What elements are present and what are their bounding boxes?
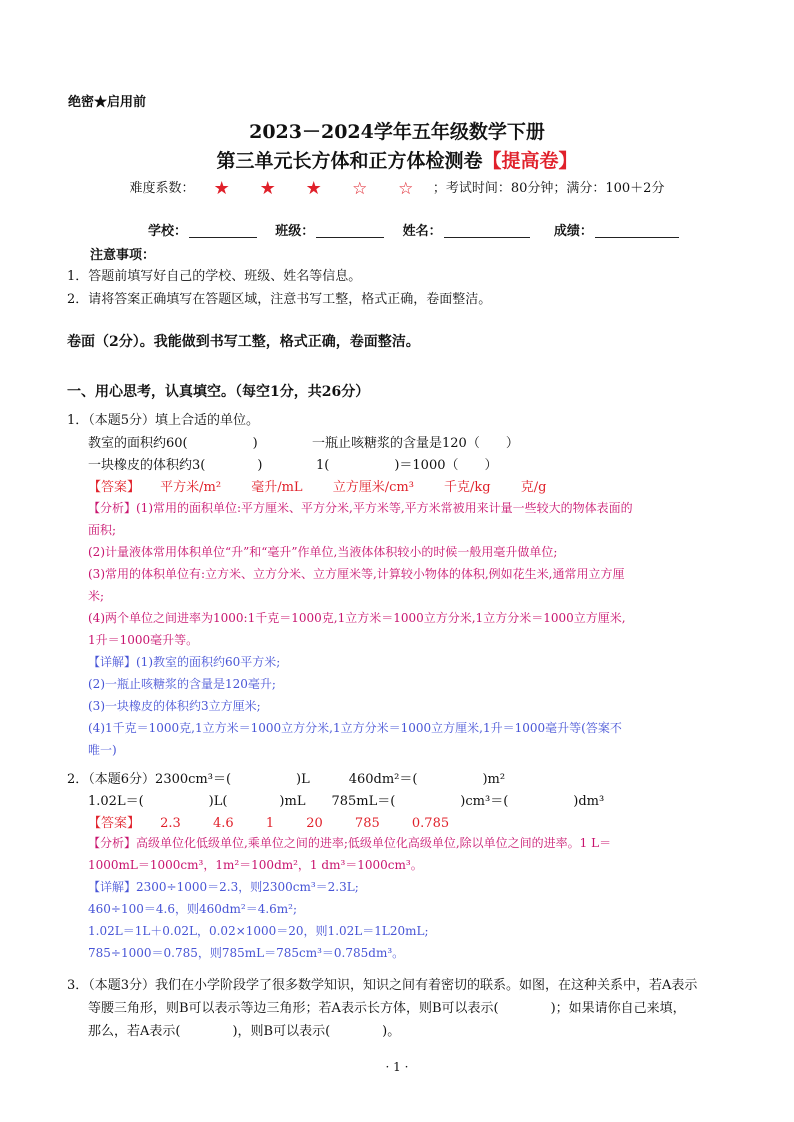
school-label: 学校： (148, 224, 188, 239)
answer-row (88, 476, 546, 495)
answer-value: 毫升/mL (251, 480, 303, 495)
section-title: 一、用心思考，认真填空。（每空1分，共26分） (67, 384, 370, 400)
analysis-line: 【分析】高级单位化低级单位,乘单位之间的进率;低级单位化高级单位,除以单位之间的进率。1 L＝ (88, 836, 612, 850)
detail-line: 【详解】(1)教室的面积约60平方米; (88, 655, 281, 669)
exam-info: ；考试时间：80分钟；满分：100＋2分 (432, 181, 665, 196)
star-filled-icon: ★ (213, 178, 230, 199)
answer-value: 1 (265, 816, 275, 831)
analysis-line: (4)两个单位之间进率为1000:1千克＝1000克,1立方米＝1000立方分米,1立方分米＝1000立方厘米, (88, 611, 626, 625)
score-field[interactable] (595, 223, 679, 238)
name-label: 姓名： (402, 224, 442, 239)
question-line: 一块橡皮的体积约3( ) (88, 458, 263, 473)
secret-mark: 绝密★启用前 (68, 95, 147, 110)
analysis-line: 1升＝1000毫升等。 (88, 633, 199, 647)
detail-line: (2)一瓶止咳糖浆的含量是120毫升; (88, 677, 276, 691)
answer-value: 立方厘米/cm³ (332, 480, 414, 495)
answer-value: 20 (306, 816, 323, 831)
analysis-line: 1000mL＝1000cm³，1m²＝100dm²，1 dm³＝1000cm³。 (88, 858, 423, 872)
notice-title: 注意事项： (90, 248, 156, 263)
star-filled-icon: ★ (259, 178, 276, 199)
exam-title-line2 (0, 146, 794, 173)
class-field[interactable] (316, 223, 384, 238)
detail-line: (4)1千克＝1000克,1立方米＝1000立方分米,1立方分米＝1000立方厘米,1升＝1000毫升等(答案不 (88, 721, 622, 735)
detail-line: 1.02L＝1L＋0.02L，0.02×1000＝20，则1.02L＝1L20mL; (88, 924, 429, 938)
analysis-line: (3)常用的体积单位有:立方米、立方分米、立方厘米等,计算较小物体的体积,例如花生米,通常用立方厘 (88, 567, 625, 581)
question-line: 2．（本题6分）2300cm³＝( )L 460dm²＝( )m² (67, 772, 506, 787)
notice-item: 1．答题前填写好自己的学校、班级、姓名等信息。 (67, 269, 362, 284)
question-line: 3．（本题3分）我们在小学阶段学了很多数学知识，知识之间有着密切的联系。如图，在这种关系中，若A表示 (67, 978, 698, 993)
analysis-line: (2)计量液体常用体积单位“升”和“毫升”作单位,当液体体积较小的时候一般用毫升做单位; (88, 545, 558, 559)
analysis-line: 面积; (88, 523, 117, 537)
star-empty-icon: ☆ (352, 179, 368, 199)
student-info-row (148, 220, 679, 239)
answer-tag: 【答案】 (88, 816, 141, 831)
star-filled-icon: ★ (305, 178, 322, 199)
difficulty-label: 难度系数： (129, 181, 195, 196)
question-stem: 1．（本题5分）填上合适的单位。 (67, 413, 260, 428)
question-line: 一瓶止咳糖浆的含量是120（ ） (312, 436, 519, 451)
page-number: · 1 · (385, 1060, 409, 1074)
answer-value: 平方米/m² (160, 480, 222, 495)
detail-line: 460÷100＝4.6，则460dm²＝4.6m²; (88, 902, 298, 916)
question-line: 教室的面积约60( ) (88, 436, 258, 451)
star-empty-icon: ☆ (398, 179, 414, 199)
analysis-line: 【分析】(1)常用的面积单位:平方厘米、平方分米,平方米等,平方米常被用来计量一些较大的物体表面的 (88, 501, 633, 515)
answer-tag: 【答案】 (88, 480, 141, 495)
exam-title-main: 第三单元长方体和正方体检测卷 (216, 150, 483, 172)
answer-row (88, 812, 449, 831)
school-field[interactable] (189, 223, 257, 238)
score-label: 成绩： (553, 224, 593, 239)
class-label: 班级： (275, 224, 315, 239)
notice-item: 2．请将答案正确填写在答题区域，注意书写工整，格式正确，卷面整洁。 (67, 292, 492, 307)
answer-value: 4.6 (212, 816, 234, 831)
exam-title-tag: 【提高卷】 (482, 150, 578, 172)
question-line: 那么，若A表示( )，则B可以表示( )。 (88, 1024, 401, 1039)
detail-line: 唯一) (88, 743, 117, 757)
question-line: 等腰三角形，则B可以表示等边三角形；若A表示长方体，则B可以表示( )；如果请你自己来填， (88, 1001, 686, 1016)
answer-value: 千克/kg (444, 480, 491, 495)
answer-value: 2.3 (160, 816, 181, 831)
difficulty-stars (199, 178, 429, 199)
question-line: 1( )＝1000（ ） (316, 458, 498, 473)
presentation-score-note: 卷面（2分）。我能做到书写工整，格式正确，卷面整洁。 (67, 334, 420, 350)
answer-value: 785 (354, 816, 380, 831)
detail-line: (3)一块橡皮的体积约3立方厘米; (88, 699, 261, 713)
analysis-line: 米; (88, 589, 105, 603)
name-field[interactable] (444, 223, 530, 238)
difficulty-row (0, 177, 794, 198)
detail-line: 【详解】2300÷1000＝2.3，则2300cm³＝2.3L; (88, 880, 359, 894)
detail-line: 785÷1000＝0.785，则785mL＝785cm³＝0.785dm³。 (88, 946, 405, 960)
exam-title-line1: 2023－2024学年五年级数学下册 (249, 121, 545, 143)
question-line: 1.02L＝( )L( )mL 785mL＝( )cm³＝( )dm³ (88, 794, 605, 809)
answer-value: 0.785 (411, 816, 450, 831)
answer-value: 克/g (520, 480, 547, 495)
